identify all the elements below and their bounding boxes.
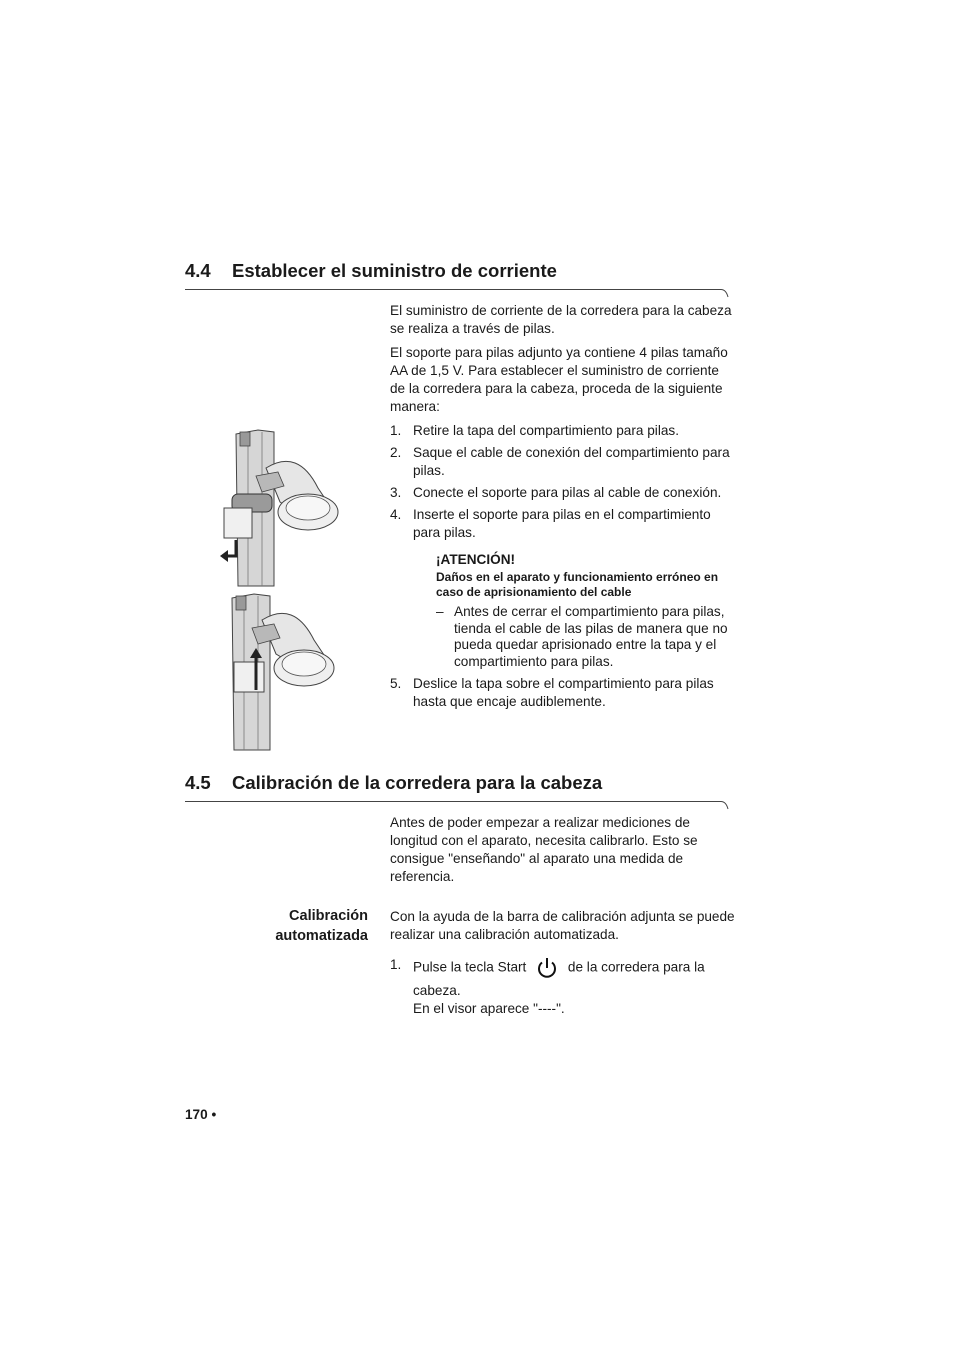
cover-slide-illustration: [218, 592, 348, 754]
steps-list: [390, 422, 735, 542]
warning-box: [436, 552, 736, 670]
auto-calibration-text: Con la ayuda de la barra de calibración adjunta se puede realizar una calibración automatizada.: [390, 909, 735, 942]
warning-title: ¡ATENCIÓN!: [436, 552, 516, 567]
section-number: 4.4: [185, 260, 211, 281]
section-4-5-intro: [390, 814, 735, 892]
list-item: 4. Inserte el soporte para pilas en el compartimiento para pilas.: [390, 507, 711, 540]
section-divider: [185, 287, 729, 301]
section-title: Establecer el suministro de corriente: [232, 260, 557, 281]
section-4-4-body: [390, 302, 735, 546]
section-4-5-heading: [185, 772, 602, 794]
warning-item: – Antes de cerrar el compartimiento para pilas, tienda el cable de las pilas de manera que no pueda quedar aprisionado entre la tapa y el compartimiento para pilas.: [436, 604, 728, 669]
section-4-4-heading: [185, 260, 557, 282]
calibration-step-1: 1. Pulse la tecla Start de la corredera para la cabeza. En el visor aparece "----".: [390, 957, 705, 1016]
section-number: 4.5: [185, 772, 211, 793]
warning-subtitle: Daños en el aparato y funcionamiento erróneo en caso de aprisionamiento del cable: [436, 570, 719, 599]
list-item: 3. Conecte el soporte para pilas al cable de conexión.: [390, 485, 722, 500]
battery-insert-illustration: [218, 428, 348, 590]
side-heading: Calibración automatizada: [275, 908, 368, 944]
intro-paragraph: Antes de poder empezar a realizar mediciones de longitud con el aparato, necesita calibrarlo. Esto se consigue "enseñando" al aparato una medida de referencia.: [390, 815, 698, 884]
section-title: Calibración de la corredera para la cabeza: [232, 772, 603, 793]
list-item: 2. Saque el cable de conexión del compartimiento para pilas.: [390, 445, 730, 478]
page-number: 170 •: [185, 1107, 217, 1122]
list-item: 1. Retire la tapa del compartimiento para pilas.: [390, 423, 679, 438]
step-5: [390, 675, 735, 715]
intro-paragraph: El suministro de corriente de la corredera para la cabeza se realiza a través de pilas.: [390, 303, 732, 336]
list-item: 5. Deslice la tapa sobre el compartimiento para pilas hasta que encaje audiblemente.: [390, 676, 714, 709]
section-divider: [185, 799, 729, 813]
intro-paragraph: El soporte para pilas adjunto ya contiene 4 pilas tamaño AA de 1,5 V. Para establecer el suministro de corriente de la corredera para la cabeza, proceda de la siguiente manera:: [390, 345, 728, 414]
power-icon: [536, 956, 558, 980]
